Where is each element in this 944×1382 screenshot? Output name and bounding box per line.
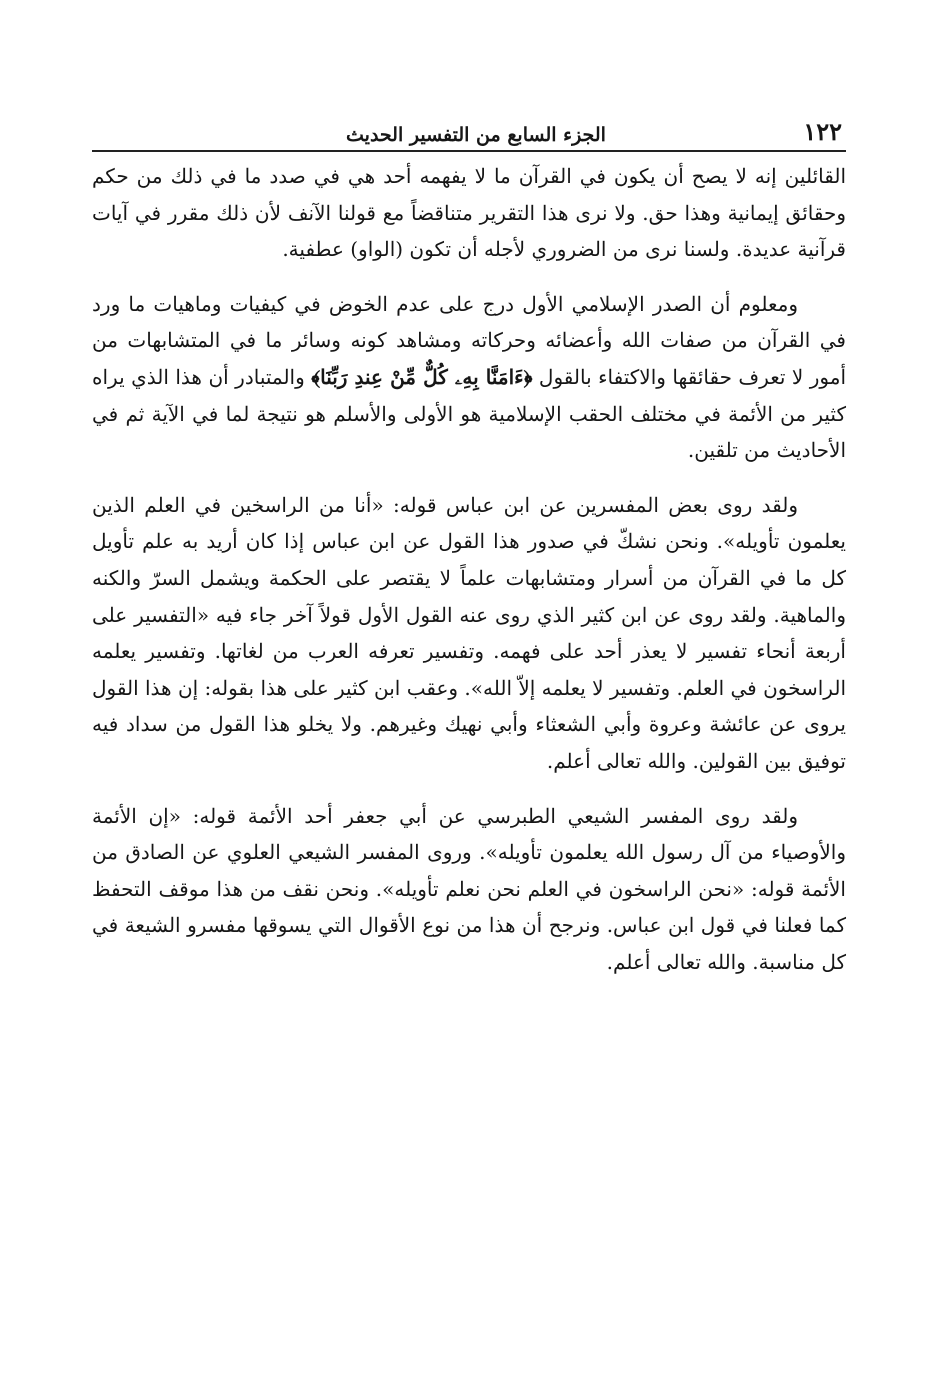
paragraph-1 (92, 158, 846, 268)
quran-verse: ﴿ءَامَنَّا بِهِۦ كُلٌّ مِّنْ عِندِ رَبِّنَا﴾ (311, 364, 533, 389)
paragraph-text: القائلين إنه لا يصح أن يكون في القرآن ما لا يفهمه أحد هي في صدد ما في ذلك من حكم وحقائق إيمانية وهذا حق. ولا نرى هذا التقرير متناقضاً مع قولنا الآنف لأن ذلك مقرر في آيات قرآنية عديدة. ولسنا نرى من الضروري لأجله أن تكون (الواو) عطفية. (92, 164, 846, 262)
body-text (92, 158, 846, 980)
paragraph-4 (92, 798, 846, 981)
paragraph-3 (92, 487, 846, 780)
paragraph-text: ولقد روى بعض المفسرين عن ابن عباس قوله: «أنا من الراسخين في العلم الذين يعلمون تأويله». ونحن نشكّ في صدور هذا القول عن ابن عباس إذا كان أريد به علم تأويل كل ما في القرآن من أسرار ومتشابهات علماً لا يقتصر على الحكمة ويشمل السرّ والكنه والماهية. ولقد روى عن ابن كثير الذي روى عنه القول الأول قولاً آخر جاء فيه «التفسير على أربعة أنحاء تفسير لا يعذر أحد على فهمه. وتفسير تعرفه العرب من لغاتها. وتفسير يعلمه الراسخون في العلم. وتفسير لا يعلمه إلاّ الله». وعقب ابن كثير على هذا بقوله: إن هذا القول يروى عن عائشة وعروة وأبي الشعثاء وأبي نهيك وغيرهم. ولا يخلو هذا القول من سداد فيه توفيق بين القولين. والله تعالى أعلم. (92, 492, 846, 773)
page-header (92, 112, 846, 146)
running-title: الجزء السابع من التفسير الحديث (346, 124, 606, 146)
paragraph-text: ومعلوم أن الصدر الإسلامي الأول درج على عدم الخوض في كيفيات وماهيات ما ورد في القرآن من صفات الله وأعضائه وحركاته ومشاهد كونه وسائر ما في المتشابهات من أمور لا تعرف حقائقها والاكتفاء بالقول (92, 291, 847, 389)
header-rule (92, 150, 846, 152)
book-page (92, 112, 846, 998)
paragraph-text: والمتبادر أن هذا الذي يراه كثير من الأئمة في مختلف الحقب الإسلامية هو الأولى والأسلم هو نتيجة لما في الآية ثم في الأحاديث من تلقين. (92, 364, 846, 463)
paragraph-2 (92, 286, 846, 469)
paragraph-text: ولقد روى المفسر الشيعي الطبرسي عن أبي جعفر أحد الأئمة قوله: «إن الأئمة والأوصياء من آل رسول الله يعلمون تأويله». وروى المفسر الشيعي العلوي عن الصادق من الأئمة قوله: «نحن الراسخون في العلم نحن نعلم تأويله». ونحن نقف من هذا موقف التحفظ كما فعلنا في قول ابن عباس. ونرجح أن هذا من نوع الأقوال التي يسوقها مفسرو الشيعة في كل مناسبة. والله تعالى أعلم. (92, 803, 846, 974)
page-number: ١٢٢ (803, 117, 842, 146)
